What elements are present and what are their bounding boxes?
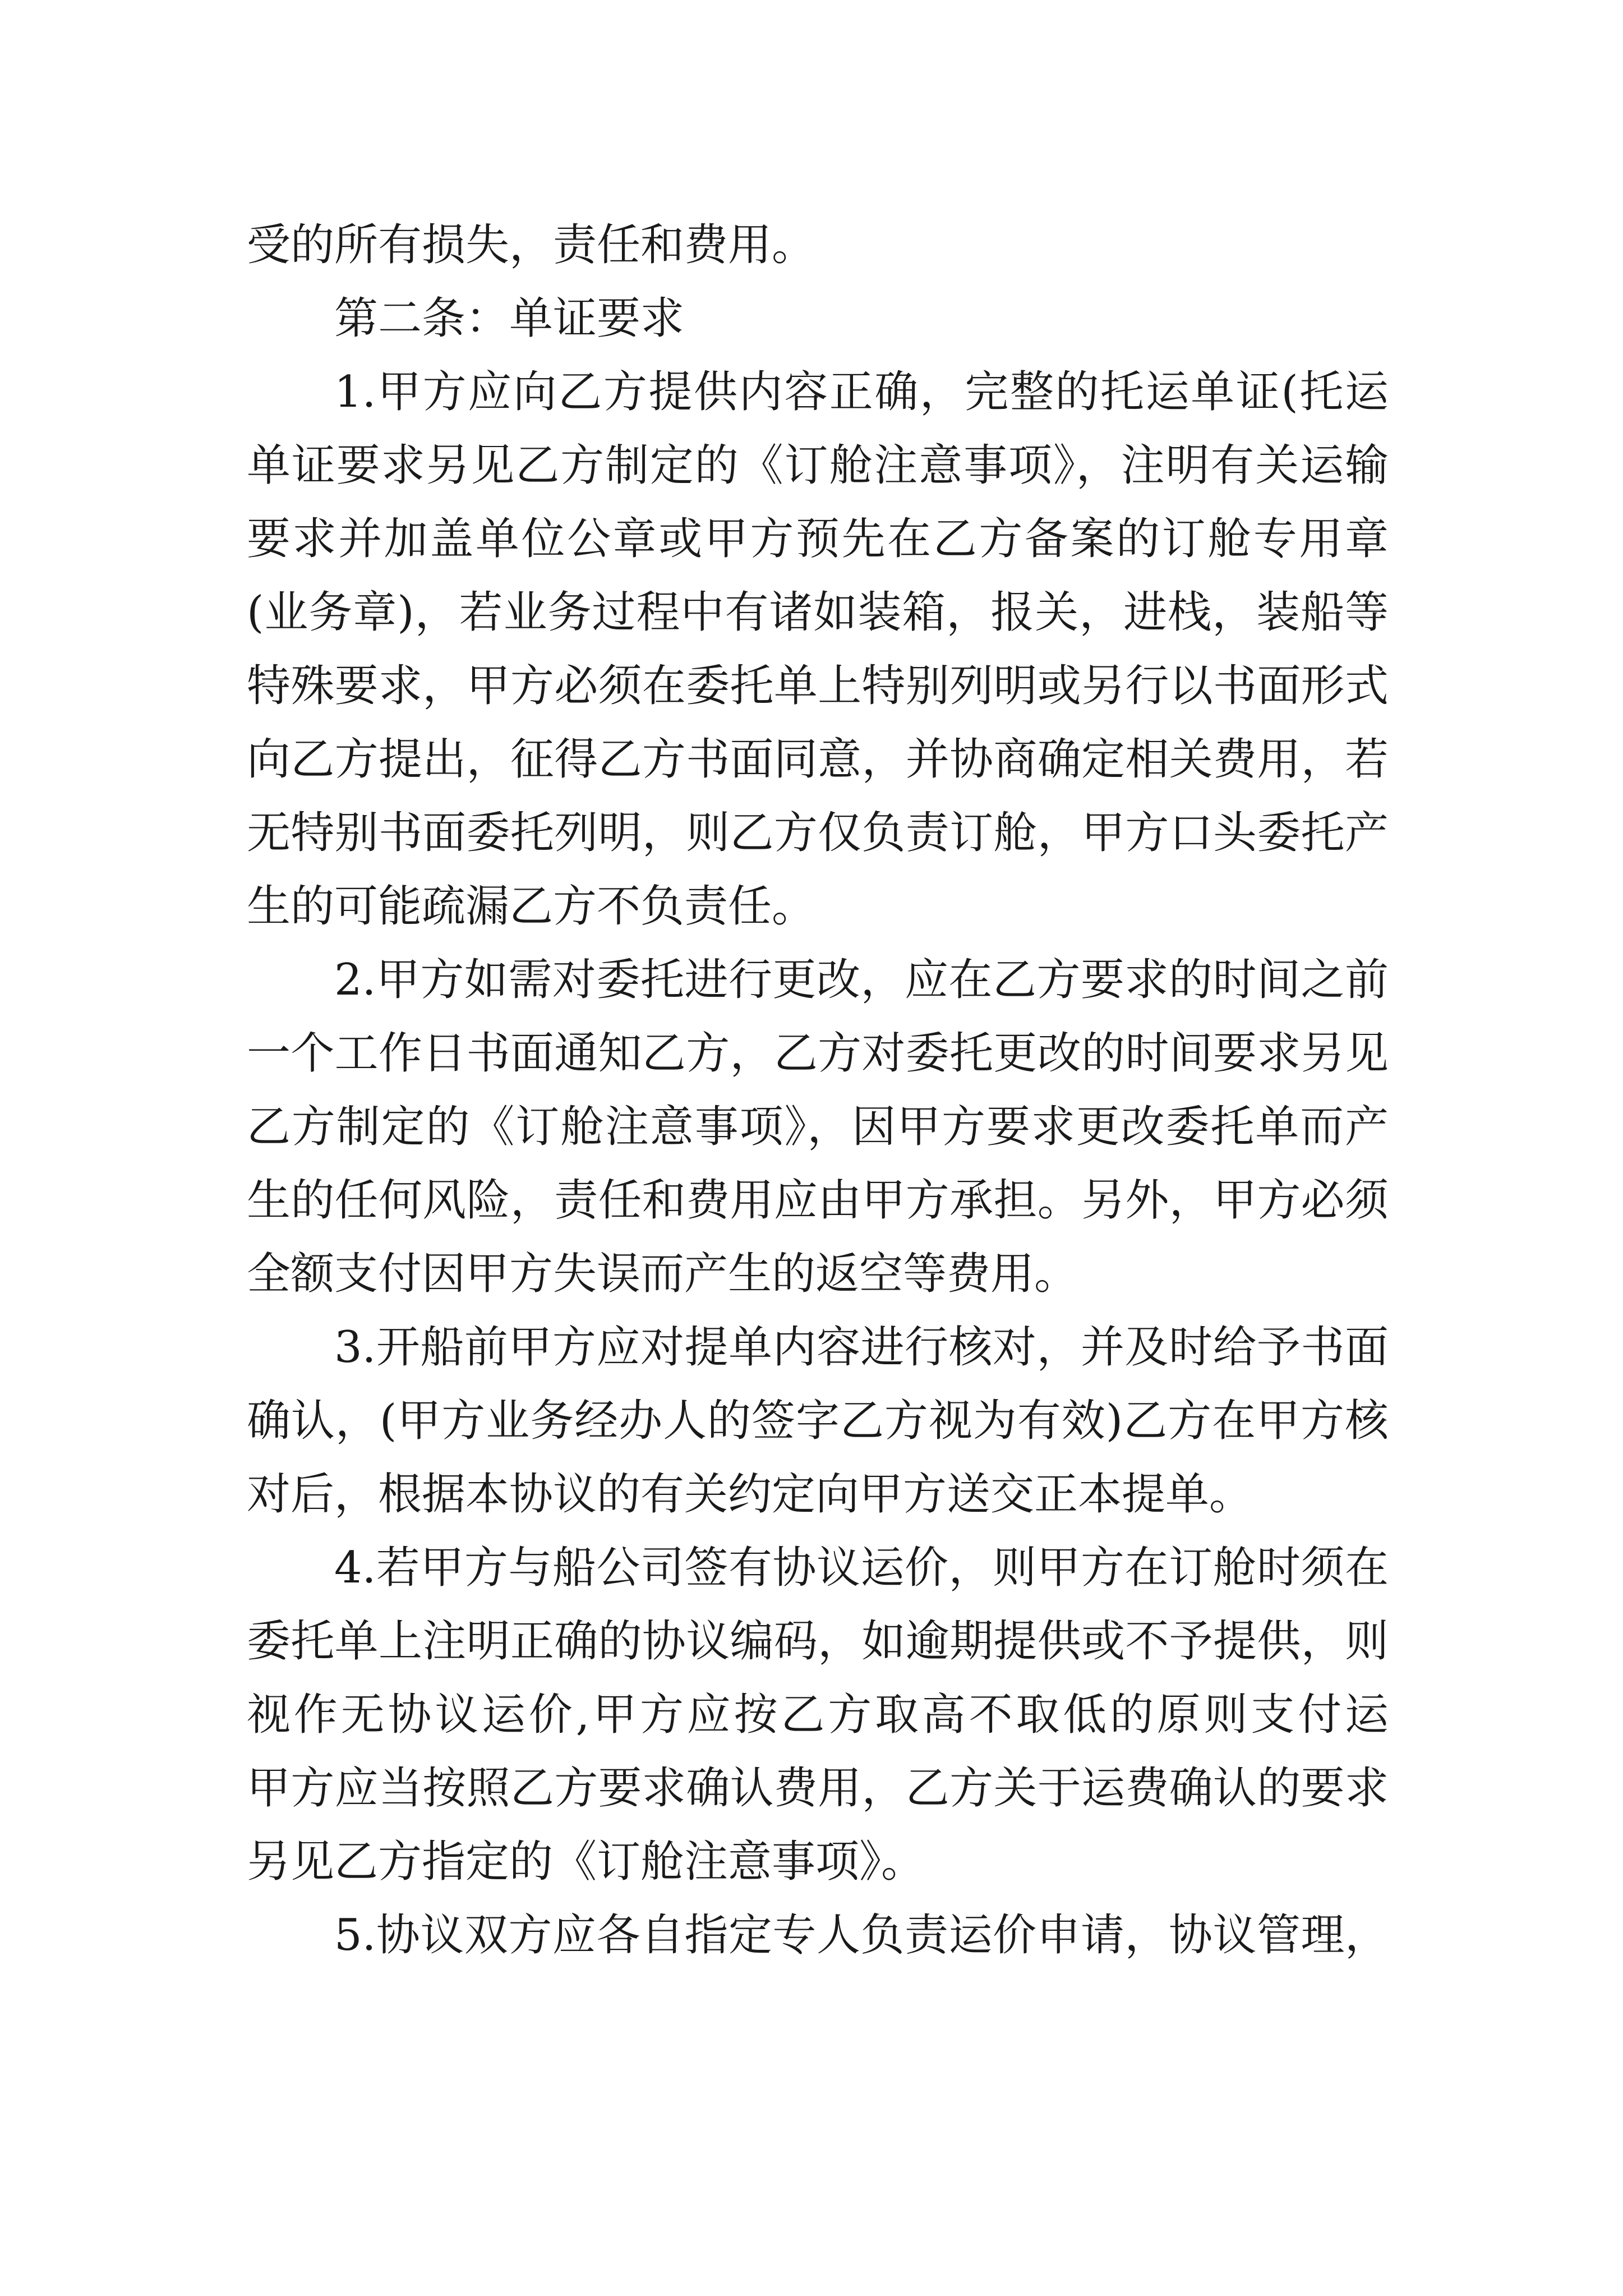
text-line: 特殊要求，甲方必须在委托单上特别列明或另行以书面形式 (247, 661, 1389, 711)
text-line: 确认，(甲方业务经办人的签字乙方视为有效)乙方在甲方核 (247, 1396, 1389, 1446)
text-line: 一个工作日书面通知乙方，乙方对委托更改的时间要求另见 (247, 1028, 1389, 1079)
text-line: 单证要求另见乙方制定的《订舱注意事项》，注明有关运输 (247, 440, 1389, 491)
text-line: 1.甲方应向乙方提供内容正确，完整的托运单证(托运 (334, 367, 1389, 417)
text-line: 要求并加盖单位公章或甲方预先在乙方备案的订舱专用章 (247, 514, 1389, 564)
text-line: 甲方应当按照乙方要求确认费用，乙方关于运费确认的要求 (247, 1763, 1389, 1814)
text-line: 3.开船前甲方应对提单内容进行核对，并及时给予书面 (334, 1322, 1389, 1373)
text-line: 向乙方提出，征得乙方书面同意，并协商确定相关费用，若 (247, 734, 1389, 785)
text-line: (业务章)，若业务过程中有诸如装箱，报关，进栈，装船等 (247, 587, 1389, 638)
section-heading: 第二条：单证要求 (334, 293, 685, 344)
text-line: 对后，根据本协议的有关约定向甲方送交正本提单。 (247, 1469, 1253, 1520)
text-line: 委托单上注明正确的协议编码，如逾期提供或不予提供，则 (247, 1616, 1389, 1667)
text-line: 另见乙方指定的《订舱注意事项》。 (247, 1837, 925, 1887)
text-line: 乙方制定的《订舱注意事项》，因甲方要求更改委托单而产 (247, 1102, 1389, 1152)
text-line: 视作无协议运价,甲方应按乙方取高不取低的原则支付运 (247, 1690, 1389, 1740)
text-line: 全额支付因甲方失误而产生的返空等费用。 (247, 1249, 1078, 1299)
text-line: 无特别书面委托列明，则乙方仅负责订舱，甲方口头委托产 (247, 808, 1389, 858)
text-line: 受的所有损失，责任和费用。 (247, 220, 816, 270)
text-line: 5.协议双方应各自指定专人负责运价申请，协议管理， (334, 1910, 1389, 1961)
text-line: 生的可能疏漏乙方不负责任。 (247, 881, 816, 932)
text-line: 4.若甲方与船公司签有协议运价，则甲方在订舱时须在 (334, 1543, 1389, 1593)
text-line: 2.甲方如需对委托进行更改，应在乙方要求的时间之前 (334, 955, 1389, 1005)
document-body (247, 209, 1389, 1972)
text-line: 生的任何风险，责任和费用应由甲方承担。另外，甲方必须 (247, 1175, 1389, 1226)
